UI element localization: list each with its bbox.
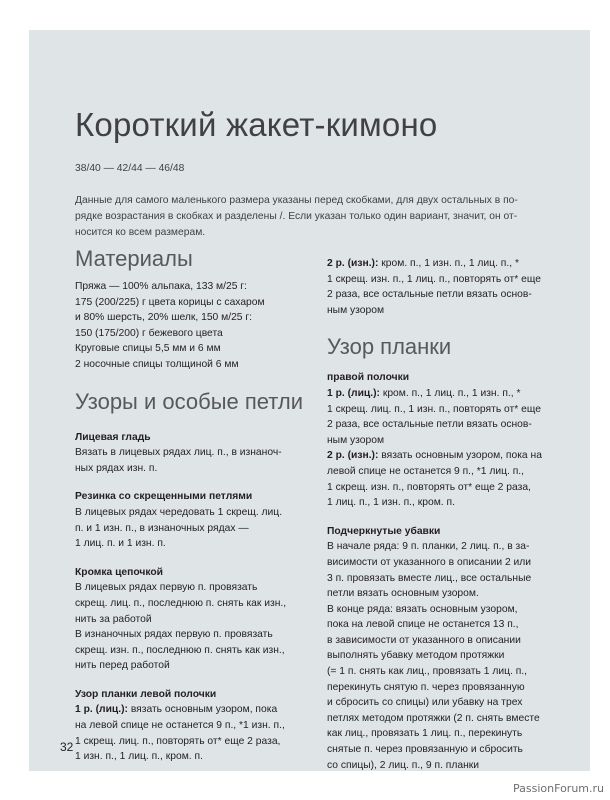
decreases-line: в зависимости от указанного в описании: [327, 634, 521, 646]
right-band-row2: [327, 448, 567, 464]
left-band-line: 1 скрещ. изн. п., 1 лиц. п., повторять от* еще: [327, 273, 541, 285]
left-band-line: 1 изн. п., 1 лиц. п., кром. п.: [75, 751, 203, 763]
right-band-line: 1 скрещ. лиц. п., 1 изн. п., повторять от* еще: [327, 403, 541, 415]
materials-line: 150 (175/200) г бежевого цвета: [75, 327, 223, 339]
intro-line: Данные для самого маленького размера указаны перед скобками, для двух остальных в по-: [75, 195, 518, 206]
right-band-line: ным узором: [327, 434, 385, 446]
right-column: [327, 256, 567, 773]
materials-line: Пряжа — 100% альпака, 133 м/25 г:: [75, 281, 247, 292]
left-band-line: 1 скрещ. лиц. п., повторять от* еще 2 раза,: [75, 735, 281, 747]
decreases-line: снятые п. через провязанную и сбросить: [327, 744, 523, 756]
materials-list: [75, 279, 315, 373]
row-label: 1 р. (лиц.):: [75, 704, 128, 716]
materials-line: 175 (200/225) г цвета корицы с сахаром: [75, 296, 265, 308]
rib-title: Резинка со скрещенными петлями: [75, 491, 253, 503]
chain-edge-line: скрещ. лиц. п., последнюю п. снять как изн.,: [75, 597, 287, 609]
decreases-line: 3 п. провязать вместе лиц., все остальные: [327, 572, 532, 584]
decreases-line: висимости от указанного в описании 2 или: [327, 556, 532, 568]
row-text: кром. п., 1 изн. п., 1 лиц. п., *: [378, 258, 519, 269]
left-column: [75, 244, 315, 765]
page-title: Короткий жакет-кимоно: [75, 106, 438, 143]
rib-line: В лицевых рядах чередовать 1 скрещ. лиц.: [75, 506, 283, 518]
band-heading: Узор планки: [327, 334, 452, 360]
left-band-title: Узор планки левой полочки: [75, 688, 217, 700]
intro-line: рядке возрастания в скобках и разделены /. Если указан только один вариант, значит, он от-: [75, 211, 518, 222]
left-band-line: на левой спице не останется 9 п., *1 изн. п.,: [75, 720, 285, 732]
chain-edge-title: Кромка цепочкой: [75, 566, 164, 578]
decreases-line: В конце ряда: вязать основным узором,: [327, 603, 518, 615]
right-band-line: левой спице не останется 9 п., *1 лиц. п.,: [327, 465, 525, 477]
right-band-line: 2 раза, все остальные петли вязать основ-: [327, 419, 532, 431]
rib-line: п. и 1 изн. п., в изнаночных рядах —: [75, 522, 249, 534]
chain-edge-line: скрещ. изн. п., последнюю п. снять как изн.,: [75, 644, 285, 656]
row-label: 2 р. (изн.):: [327, 450, 379, 462]
decreases-line: В начале ряда: 9 п. планки, 2 лиц. п., в за-: [327, 541, 530, 553]
decreases-line: перекинуть снятую п. через провязанную: [327, 681, 525, 693]
intro-paragraph: [75, 193, 550, 241]
row-text: вязать основным узором, пока: [127, 704, 278, 716]
chain-edge-line: нить за работой: [75, 613, 152, 625]
row-label: 2 р. (изн.):: [327, 258, 379, 269]
intro-line: носится ко всем размерам.: [75, 227, 206, 238]
materials-line: 2 носочные спицы толщиной 6 мм: [75, 358, 239, 370]
page-number: 32: [60, 740, 74, 754]
row-text: вязать основным узором, пока на: [378, 450, 542, 462]
stockinette-line: ных рядах изн. п.: [75, 462, 158, 474]
stockinette-title: Лицевая гладь: [75, 431, 151, 443]
materials-line: Круговые спицы 5,5 мм и 6 мм: [75, 343, 221, 355]
stockinette-line: Вязать в лицевых рядах лиц. п., в изнаноч-: [75, 447, 282, 459]
left-band-row1: [75, 702, 315, 718]
decreases-line: со спицы), 2 лиц. п., 9 п. планки: [327, 759, 480, 771]
materials-heading: Материалы: [75, 246, 193, 271]
chain-edge-line: В изнаночных рядах первую п. провязать: [75, 629, 273, 641]
materials-line: и 80% шерсть, 20% шелк, 150 м/25 г:: [75, 312, 253, 324]
right-band-subtitle: правой полочки: [327, 372, 410, 384]
decreases-line: и сбросить со спицы) или убавку на трех: [327, 697, 523, 709]
chain-edge-line: нить перед работой: [75, 660, 170, 672]
patterns-heading: Узоры и особые петли: [75, 388, 303, 414]
right-band-line: 1 лиц. п., 1 изн. п., кром. п.: [327, 497, 455, 509]
watermark: PassionForum.ru: [513, 782, 604, 795]
decreases-line: петлях методом протяжки (2 п. снять вместе: [327, 712, 540, 724]
size-list: 38/40 — 42/44 — 46/48: [75, 163, 185, 174]
decreases-title: Подчеркнутые убавки: [327, 525, 441, 537]
decreases-line: как лиц., провязать 1 лиц. п., перекинуть: [327, 728, 523, 740]
decreases-line: выполнять убавку методом протяжки: [327, 650, 505, 662]
decreases-line: (= 1 п. снять как лиц., провязать 1 лиц. п.,: [327, 666, 527, 678]
right-band-row1: [327, 386, 567, 402]
left-band-line: ным узором: [327, 304, 385, 316]
left-band-row2: [327, 256, 567, 272]
decreases-line: пока на левой спице не останется 13 п.,: [327, 619, 519, 631]
row-label: 1 р. (лиц.):: [327, 387, 380, 399]
chain-edge-line: В лицевых рядах первую п. провязать: [75, 582, 258, 594]
row-text: кром. п., 1 лиц. п., 1 изн. п., *: [379, 387, 521, 399]
left-band-line: 2 раза, все остальные петли вязать основ-: [327, 289, 532, 301]
decreases-line: петли вязать основным узором.: [327, 588, 479, 600]
right-band-line: 1 скрещ. изн. п., повторять от* еще 2 раза,: [327, 481, 531, 493]
rib-line: 1 лиц. п. и 1 изн. п.: [75, 538, 166, 550]
